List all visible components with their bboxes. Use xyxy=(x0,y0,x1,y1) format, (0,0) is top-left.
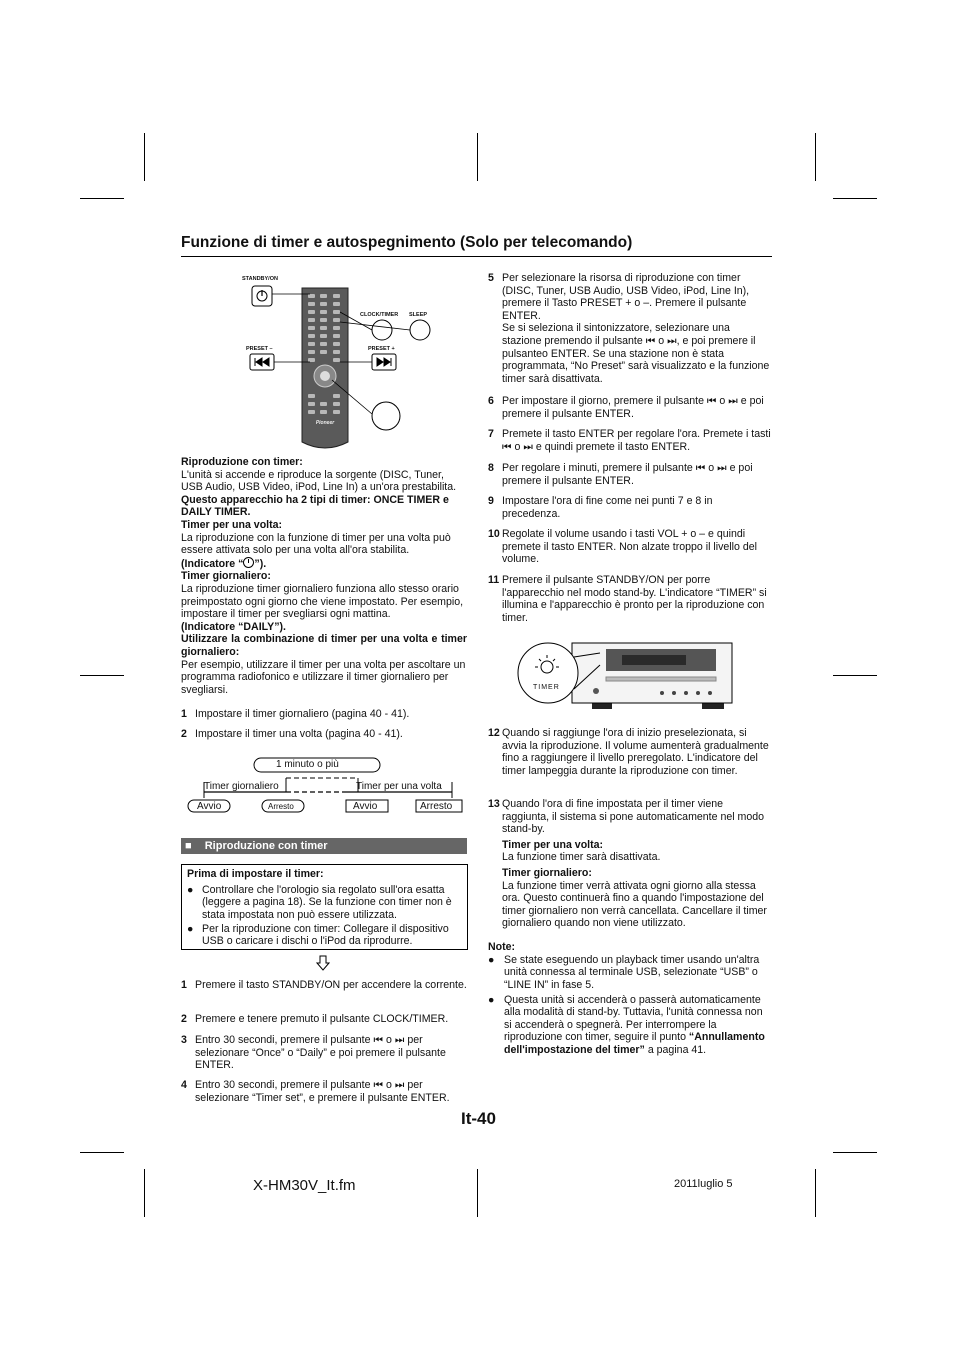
crop-mark xyxy=(833,198,877,199)
once-text: La riproduzione con la funzione di timer per una volta può essere attivata solo per una volta all'ora stabilita. xyxy=(181,531,451,557)
prerequisite-box xyxy=(181,864,468,950)
step-11: 11 Premere il pulsante STANDBY/ON per porre l'apparecchio nel modo stand-by. L'indicatore “TIMER” si illumina e l'apparecchio è pronto per la riproduzione con timer. xyxy=(488,574,767,624)
daily-indicator: (Indicatore “DAILY”). xyxy=(181,620,286,633)
prev-icon: ⏮ xyxy=(373,1034,383,1046)
next-icon: ⏭ xyxy=(667,334,677,347)
brand-logo: Pioneer xyxy=(315,420,335,426)
step-6: 6 Per impostare il giorno, premere il pulsante ⏮ o ⏭ e poi premere il pulsante ENTER. xyxy=(488,395,764,420)
combo-text: Per esempio, utilizzare il timer per una volta per ascoltare un programma radiofonico e utilizzare il timer giornaliero per svegliarsi. xyxy=(181,658,466,696)
crop-mark xyxy=(477,133,478,181)
remote-illustration xyxy=(240,272,440,456)
prev-icon: ⏮ xyxy=(502,440,512,453)
title-rule xyxy=(181,256,772,257)
down-arrow-icon xyxy=(316,955,330,971)
crop-mark xyxy=(833,675,877,676)
step-13: 13 Quando l'ora di fine impostata per il timer viene raggiunta, il sistema si pone automaticamente nel modo stand-by. Timer per una volta: La funzione timer sarà disattivata. Timer giornaliero: La funzione timer verrà attivata ogni giorno alla stessa ora. Questo continuerà fino a quando l'impostazione del timer giornaliero non verrà cancellata. Cancellare il timer giornaliero quando non viene utilizzato. xyxy=(488,798,767,930)
section-heading xyxy=(181,838,467,854)
preset-plus-label: PRESET + xyxy=(368,346,395,352)
crop-mark xyxy=(477,1169,478,1217)
remote-drawing xyxy=(240,272,440,456)
next-icon: ⏭ xyxy=(717,462,727,474)
timeline-stop-2: Arresto xyxy=(420,801,453,812)
step-10: 10 Regolate il volume usando i tasti VOL + o – e quindi premete il tasto ENTER. Non alzate troppo il livello del volume. xyxy=(488,528,757,566)
crop-mark xyxy=(80,1152,124,1153)
intro-bold: Questo apparecchio ha 2 tipi di timer: ONCE TIMER e DAILY TIMER. xyxy=(181,493,449,519)
crop-mark xyxy=(833,1152,877,1153)
prev-icon: ⏮ xyxy=(695,462,706,474)
footer-filename: X-HM30V_It.fm xyxy=(253,1177,356,1194)
clock-timer-label: CLOCK/TIMER xyxy=(360,312,399,318)
crop-mark xyxy=(80,675,124,676)
timeline-daily-label: Timer giornaliero xyxy=(204,781,279,792)
timeline-stop-1: Arresto xyxy=(268,802,294,811)
page-number: It-40 xyxy=(461,1109,496,1128)
combo-heading: Utilizzare la combinazione di timer per una volta e timer giornaliero: xyxy=(181,633,467,658)
next-icon: ⏭ xyxy=(394,1079,405,1091)
timeline-once-label: Timer per una volta xyxy=(356,781,442,792)
timeline-start-1: Avvio xyxy=(197,801,222,812)
once-heading: Timer per una volta: xyxy=(181,518,283,531)
timer-timeline-diagram xyxy=(186,756,466,818)
step-5: 5 Per selezionare la risorsa di riproduzione con timer (DISC, Tuner, USB Audio, USB Video, iPod, Line In), premere il Tasto PRESET + o –. Premere il pulsante ENTER. Se si seleziona il sintonizzatore, selezionare una stazione premendo il pulsante ⏮ o ⏭, e poi premere il pulsanteo ENTER. Se una stazione non è stata programmata, “No Preset” sarà visualizzato e la funzione timer sarà disattivata. xyxy=(488,272,770,385)
step-4: 4 Entro 30 secondi, premere il pulsante ⏮ o ⏭ per selezionare “Timer set”, e premere il pulsante ENTER. xyxy=(181,1079,450,1104)
note-bullet: ● Se state eseguendo un playback timer usando un'altra unità connessa al terminale USB, selezionate “USB” o “LINE IN” in fase 5. xyxy=(488,954,760,991)
device-illustration xyxy=(516,641,736,717)
daily-text: La riproduzione timer giornaliero funziona allo stesso orario preimpostato ogni giorno che viene impostato. Per esempio, impostare il timer per svegliarsi ogni mattina. xyxy=(181,582,464,621)
page-title: Funzione di timer e autospegnimento (Solo per telecomando) xyxy=(181,234,633,251)
standby-label: STANDBY/ON xyxy=(242,276,278,282)
once-indicator: (Indicatore “ ”). xyxy=(181,557,267,570)
intro-block xyxy=(181,456,467,696)
footer-date: 2011luglio 5 xyxy=(674,1178,733,1190)
preset-minus-label: PRESET – xyxy=(246,346,273,352)
sleep-label: SLEEP xyxy=(409,312,428,318)
step-7: 7 Premete il tasto ENTER per regolare l'ora. Premete i tasti ⏮ o ⏭ e quindi premete il tasto ENTER. xyxy=(488,428,771,453)
crop-mark xyxy=(144,1169,145,1217)
box-bullet: ● Per la riproduzione con timer: Collegare il dispositivo USB o caricare i dischi o l'iPod da riprodurre. xyxy=(187,923,449,948)
prev-icon: ⏮ xyxy=(645,334,656,347)
timeline-start-2: Avvio xyxy=(353,801,378,812)
prev-icon: ⏮ xyxy=(373,1079,383,1091)
daily-heading: Timer giornaliero: xyxy=(181,570,271,583)
next-icon: ⏭ xyxy=(728,395,738,407)
step-12: 12 Quando si raggiunge l'ora di inizio preselezionata, si avvia la riproduzione. Il volume aumenterà gradualmente fino a raggiungere il livello preregolato. L'indicatore del timer lampeggia durante la riproduzione con timer. xyxy=(488,727,769,777)
pre-step-1: 1 Impostare il timer giornaliero (pagina 40 - 41). xyxy=(181,708,410,720)
timer-indicator-label: TIMER xyxy=(533,684,560,691)
crop-mark xyxy=(815,133,816,181)
timer-clock-icon xyxy=(243,557,254,568)
section-marker: ■ xyxy=(185,840,192,852)
note-title: Note: xyxy=(488,941,516,953)
intro-heading: Riproduzione con timer: xyxy=(181,456,303,468)
pre-step-2: 2 Impostare il timer una volta (pagina 40 - 41). xyxy=(181,728,403,740)
step-9: 9 Impostare l'ora di fine come nei punti 7 e 8 in precedenza. xyxy=(488,495,713,520)
box-title: Prima di impostare il timer: xyxy=(187,868,324,880)
step-8: 8 Per regolare i minuti, premere il pulsante ⏮ o ⏭ e poi premere il pulsante ENTER. xyxy=(488,462,753,487)
prev-icon: ⏮ xyxy=(706,395,717,407)
step-2: 2 Premere e tenere premuto il pulsante CLOCK/TIMER. xyxy=(181,1013,449,1025)
step-1: 1 Premere il tasto STANDBY/ON per accendere la corrente. xyxy=(181,979,467,991)
timeline-gap-label: 1 minuto o più xyxy=(276,759,339,770)
crop-mark xyxy=(80,198,124,199)
crop-mark xyxy=(815,1169,816,1217)
step-3: 3 Entro 30 secondi, premere il pulsante ⏮ o ⏭ per selezionare “Once” o “Daily” e poi premere il pulsante ENTER. xyxy=(181,1034,446,1072)
next-icon: ⏭ xyxy=(523,440,533,453)
note-bullet: ● Questa unità si accenderà o passerà automaticamente alla modalità di stand-by. Tuttavia, l'unità connessa non si accenderà o spegnerà. Per interrompere la riproduzione con timer, seguire il punto “Annullamento dell'impostazione del timer” a pagina 41. xyxy=(488,994,765,1056)
box-bullet: ● Controllare che l'orologio sia regolato sull'ora esatta (leggere a pagina 18). Se la funzione con timer non è stata impostata non può essere utilizzata. xyxy=(187,884,452,921)
section-title: Riproduzione con timer xyxy=(204,840,328,852)
next-icon: ⏭ xyxy=(394,1034,405,1046)
intro-text: L'unità si accende e riproduce la sorgente (DISC, Tuner, USB Audio, USB Video, iPod, Line In) a un'ora prestabilita. xyxy=(181,468,457,494)
crop-mark xyxy=(144,133,145,181)
